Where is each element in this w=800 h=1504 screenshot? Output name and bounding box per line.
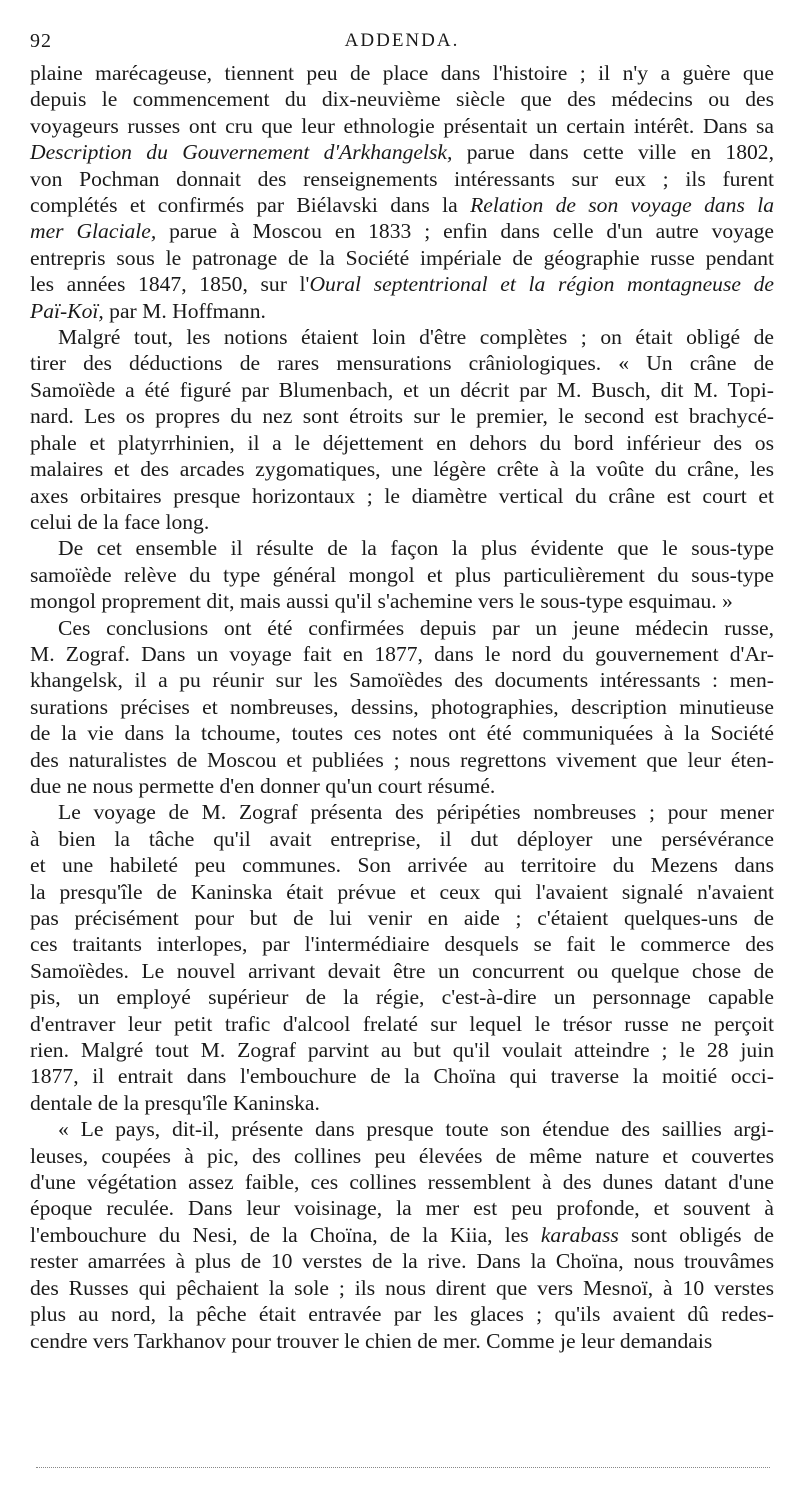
text-run: à bien la tâche qu'il avait entreprise, il dut déployer une persévérance bbox=[30, 826, 774, 851]
text-line bbox=[30, 192, 774, 218]
text-line bbox=[30, 60, 774, 86]
text-run: d'une végétation assez faible, ces collines ressemblent à des dunes datant d'une bbox=[30, 1170, 774, 1195]
footer-rule bbox=[36, 1467, 770, 1468]
text-run: de la vie dans la tchoume, toutes ces notes ont été communiquées à la Société bbox=[30, 721, 774, 746]
text-run: pis, un employé supérieur de la régie, c'est-à-dire un personnage capable bbox=[30, 985, 774, 1010]
italic-text: karabass bbox=[540, 1222, 619, 1247]
text-run: pas précisément pour but de lui venir en aide ; c'étaient quelques-uns de bbox=[30, 906, 774, 930]
text-line bbox=[30, 324, 774, 350]
text-run: parue à Moscou en 1833 ; enfin dans celle d'un autre voyage bbox=[156, 219, 774, 244]
text-line bbox=[30, 1328, 774, 1354]
text-run: von Pochman donnait des renseignements intéressants sur eux ; ils furent bbox=[30, 166, 774, 191]
text-line bbox=[30, 1063, 774, 1089]
text-run: ces traitants interlopes, par l'intermédiaire desquels se fait le commerce des bbox=[30, 932, 774, 957]
text-run: entrepris sous le patronage de la Société impériale de géographie russe pendant bbox=[30, 245, 774, 270]
text-line bbox=[30, 641, 774, 667]
text-line bbox=[30, 562, 774, 588]
text-run: malaires et des arcades zygomatiques, une légère crête à la voûte du crâne, les bbox=[30, 457, 774, 482]
italic-text: Paï-Koï, bbox=[30, 298, 104, 323]
text-run: plaine marécageuse, tiennent peu de place dans l'histoire ; il n'y a guère que bbox=[30, 61, 774, 85]
text-line bbox=[30, 403, 774, 429]
text-run: samoïède relève du type général mongol et plus particulièrement du sous-type bbox=[30, 562, 774, 587]
text-run: nard. Les os propres du nez sont étroits sur le premier, le second est brachycé- bbox=[30, 404, 774, 429]
text-line bbox=[30, 773, 774, 799]
text-line bbox=[30, 430, 774, 456]
text-line bbox=[30, 747, 774, 773]
text-run: cendre vers Tarkhanov pour trouver le chien de mer. Comme je leur demandais bbox=[30, 1328, 713, 1353]
text-line bbox=[30, 1090, 774, 1116]
text-line bbox=[30, 1116, 774, 1142]
text-line bbox=[30, 113, 774, 139]
text-line bbox=[30, 218, 774, 244]
italic-text: Description du Gouvernement d'Arkhangelsk, bbox=[30, 140, 453, 165]
text-run: « Le pays, dit-il, présente dans presque toute son étendue des saillies argi- bbox=[58, 1117, 774, 1142]
text-run: De cet ensemble il résulte de la façon la plus évidente que le sous-type bbox=[58, 536, 774, 561]
text-line bbox=[30, 826, 774, 852]
text-line bbox=[30, 298, 774, 324]
body-text bbox=[30, 60, 774, 1354]
text-run: axes orbitaires presque horizontaux ; le diamètre vertical du crâne est court et bbox=[30, 483, 774, 508]
text-line bbox=[30, 1301, 774, 1327]
text-run: des naturalistes de Moscou et publiées ; nous regrettons vivement que leur éten- bbox=[30, 747, 774, 772]
text-line bbox=[30, 509, 774, 535]
text-run: Samoïèdes. Le nouvel arrivant devait être un concurrent ou quelque chose de bbox=[30, 958, 774, 983]
text-run: Samoïède a été figuré par Blumenbach, et un décrit par M. Busch, dit M. Topi- bbox=[30, 377, 774, 402]
text-run: surations précises et nombreuses, dessins, photographies, description minutieuse bbox=[30, 694, 774, 719]
text-line bbox=[30, 720, 774, 746]
text-line bbox=[30, 245, 774, 271]
text-line bbox=[30, 86, 774, 112]
text-run: Malgré tout, les notions étaient loin d'être complètes ; on était obligé de bbox=[58, 325, 774, 350]
text-line bbox=[30, 1275, 774, 1301]
text-line bbox=[30, 377, 774, 403]
text-line bbox=[30, 799, 774, 825]
paragraph bbox=[30, 535, 774, 614]
text-run: des Russes qui pêchaient la sole ; ils nous dirent que vers Mesnoï, à 10 verstes bbox=[30, 1275, 774, 1300]
text-run: mongol proprement dit, mais aussi qu'il s'achemine vers le sous-type esquimau. » bbox=[30, 589, 733, 614]
text-line bbox=[30, 456, 774, 482]
text-run: depuis le commencement du dix-neuvième siècle que des médecins ou des bbox=[30, 87, 774, 112]
text-line bbox=[30, 667, 774, 693]
page-number: 92 bbox=[30, 30, 52, 52]
paragraph bbox=[30, 1116, 774, 1354]
paragraph bbox=[30, 324, 774, 535]
text-line bbox=[30, 852, 774, 878]
text-run: la presqu'île de Kaninska était prévue et ceux qui l'avaient signalé n'avaient bbox=[30, 879, 774, 904]
text-run: par M. Hoffmann. bbox=[103, 298, 266, 323]
text-line bbox=[30, 905, 774, 931]
text-run: celui de la face long. bbox=[30, 509, 210, 534]
text-run: phale et platyrrhinien, il a le déjettement en dehors du bord inférieur des os bbox=[30, 430, 774, 455]
text-line bbox=[30, 1222, 774, 1248]
text-line bbox=[30, 271, 774, 297]
paragraph bbox=[30, 799, 774, 1116]
text-run: tirer des déductions de rares mensurations crâniologiques. « Un crâne de bbox=[30, 351, 774, 376]
text-run: les années 1847, 1850, sur l' bbox=[30, 272, 310, 297]
italic-text: mer Glaciale, bbox=[30, 219, 157, 244]
text-run: rester amarrées à plus de 10 verstes de la rive. Dans la Choïna, nous trouvâmes bbox=[30, 1249, 774, 1274]
text-line bbox=[30, 694, 774, 720]
paragraph bbox=[30, 60, 774, 324]
text-line bbox=[30, 483, 774, 509]
text-run: l'embouchure du Nesi, de la Choïna, de la Kiia, les bbox=[30, 1222, 541, 1247]
text-run: plus au nord, la pêche était entravée par les glaces ; qu'ils avaient dû redes- bbox=[30, 1302, 774, 1327]
text-line bbox=[30, 588, 774, 614]
text-run: sont obligés de bbox=[618, 1222, 774, 1247]
text-line bbox=[30, 535, 774, 561]
text-run: leuses, coupées à pic, des collines peu élevées de même nature et couvertes bbox=[30, 1143, 774, 1168]
text-run: M. Zograf. Dans un voyage fait en 1877, dans le nord du gouvernement d'Ar- bbox=[30, 641, 774, 666]
text-run: époque reculée. Dans leur voisinage, la mer est peu profonde, et souvent à bbox=[30, 1196, 774, 1221]
text-line bbox=[30, 958, 774, 984]
text-line bbox=[30, 931, 774, 957]
text-line bbox=[30, 1195, 774, 1221]
text-run: due ne nous permette d'en donner qu'un court résumé. bbox=[30, 773, 496, 798]
text-line bbox=[30, 1037, 774, 1063]
text-run: et une habileté peu communes. Son arrivée au territoire du Mezens dans bbox=[30, 853, 774, 878]
text-line bbox=[30, 1248, 774, 1274]
text-line bbox=[30, 350, 774, 376]
text-run: d'entraver leur petit trafic d'alcool frelaté sur lequel le trésor russe ne perçoit bbox=[30, 1011, 774, 1036]
running-head: ADDENDA. bbox=[344, 30, 460, 51]
text-run: voyageurs russes ont cru que leur ethnologie présentait un certain intérêt. Dans sa bbox=[30, 113, 774, 138]
italic-text: Relation de son voyage dans la bbox=[470, 193, 774, 218]
text-run: dentale de la presqu'île Kaninska. bbox=[30, 1090, 320, 1115]
text-run: complétés et confirmés par Biélavski dans la bbox=[30, 193, 471, 218]
text-run: Ces conclusions ont été confirmées depuis par un jeune médecin russe, bbox=[58, 615, 774, 640]
text-line bbox=[30, 166, 774, 192]
text-line bbox=[30, 139, 774, 165]
page-header bbox=[30, 30, 774, 60]
text-line bbox=[30, 984, 774, 1010]
italic-text: Oural septentrional et la région montagneuse de bbox=[309, 272, 774, 297]
text-run: khangelsk, il a pu réunir sur les Samoïèdes des documents intéressants : men- bbox=[30, 668, 774, 693]
text-run: parue dans cette ville en 1802, bbox=[452, 140, 774, 165]
text-line bbox=[30, 615, 774, 641]
paragraph bbox=[30, 615, 774, 800]
text-line bbox=[30, 879, 774, 905]
text-line bbox=[30, 1169, 774, 1195]
text-line bbox=[30, 1011, 774, 1037]
text-run: 1877, il entrait dans l'embouchure de la Choïna qui traverse la moitié occi- bbox=[30, 1064, 774, 1089]
text-run: rien. Malgré tout M. Zograf parvint au but qu'il voulait atteindre ; le 28 juin bbox=[30, 1038, 774, 1063]
text-line bbox=[30, 1143, 774, 1169]
text-run: Le voyage de M. Zograf présenta des péripéties nombreuses ; pour mener bbox=[58, 800, 774, 825]
